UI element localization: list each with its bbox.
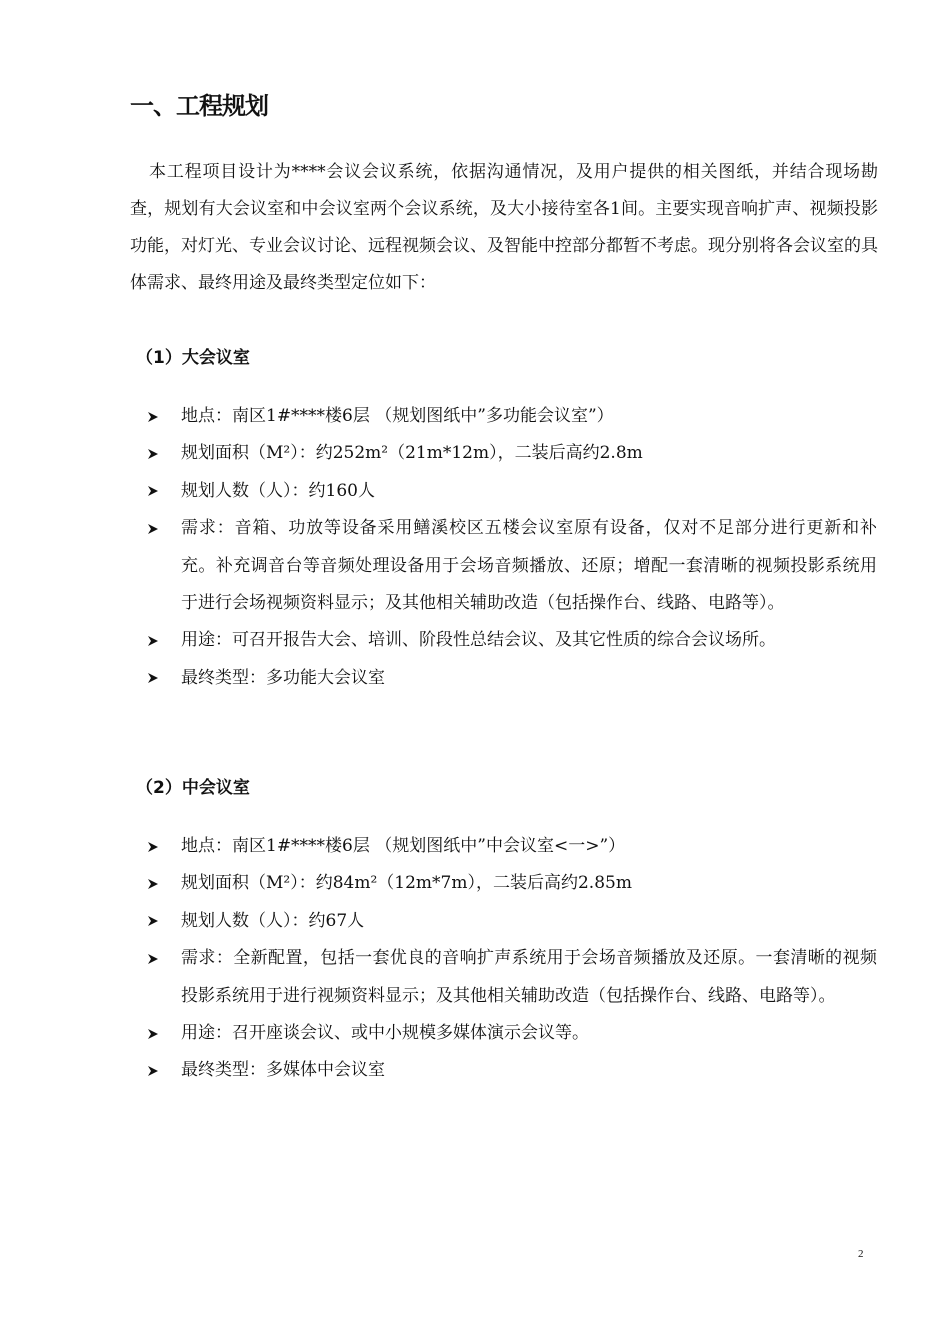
arrowhead-bullet-icon: [147, 940, 167, 977]
list-item: [147, 903, 877, 940]
list-item-text: 地点：南区1#****楼6层 （规划图纸中”中会议室<一>”）: [181, 836, 626, 856]
list-item-text: 用途：召开座谈会议、或中小规模多媒体演示会议等。: [181, 1023, 589, 1044]
list-item: [147, 473, 877, 510]
list-item-text: 最终类型：多功能大会议室: [181, 667, 385, 688]
arrowhead-bullet-icon: [147, 510, 167, 547]
list-item-text: 需求：音箱、功放等设备采用鳝溪校区五楼会议室原有设备，仅对不足部分进行更新和补充。补充调音台等音频处理设备用于会场音频播放、还原；增配一套清晰的视频投影系统用于进行会场视频资料显示；及其他相关辅助改造（包括操作台、线路、电路等）。: [181, 518, 877, 614]
arrowhead-bullet-icon: [147, 473, 167, 510]
list-item-text: 地点：南区1#****楼6层 （规划图纸中”多功能会议室”）: [181, 406, 614, 426]
page-number: 2: [858, 1248, 864, 1260]
arrowhead-bullet-icon: [147, 865, 167, 902]
arrowhead-bullet-icon: [147, 398, 167, 435]
list-item-text: 最终类型：多媒体中会议室: [181, 1060, 385, 1081]
list-item: [147, 398, 877, 435]
list-item: [147, 1052, 877, 1089]
list-item-text: 规划人数（人）：约160人: [181, 480, 375, 501]
list-item: [147, 435, 877, 472]
subsection-title-large-room: （1）大会议室: [136, 348, 250, 368]
arrowhead-bullet-icon: [147, 903, 167, 940]
list-item: [147, 828, 877, 865]
subsection-title-medium-room: （2）中会议室: [136, 778, 250, 798]
arrowhead-bullet-icon: [147, 622, 167, 659]
list-item-text: 规划人数（人）：约67人: [181, 910, 365, 931]
list-item: [147, 940, 877, 1015]
large-room-list: [147, 398, 877, 697]
list-item: [147, 622, 877, 659]
arrowhead-bullet-icon: [147, 828, 167, 865]
list-item: [147, 865, 877, 902]
section-heading: 一、工程规划: [130, 92, 268, 120]
intro-paragraph: 本工程项目设计为****会议会议系统，依据沟通情况，及用户提供的相关图纸，并结合现场勘查，规划有大会议室和中会议室两个会议系统，及大小接待室各1间。主要实现音响扩声、视频投影功能，对灯光、专业会议讨论、远程视频会议、及智能中控部分都暂不考虑。现分别将各会议室的具体需求、最终用途及最终类型定位如下：: [130, 162, 878, 293]
list-item-text: 规划面积（M²）：约84m²（12m*7m），二装后高约2.85m: [181, 873, 632, 894]
list-item: [147, 660, 877, 697]
medium-room-list: [147, 828, 877, 1090]
list-item-text: 规划面积（M²）：约252m²（21m*12m），二装后高约2.8m: [181, 443, 643, 464]
arrowhead-bullet-icon: [147, 1015, 167, 1052]
arrowhead-bullet-icon: [147, 660, 167, 697]
list-item: [147, 510, 877, 622]
arrowhead-bullet-icon: [147, 1052, 167, 1089]
list-item-text: 需求：全新配置，包括一套优良的音响扩声系统用于会场音频播放及还原。一套清晰的视频投影系统用于进行视频资料显示；及其他相关辅助改造（包括操作台、线路、电路等）。: [181, 948, 877, 1006]
list-item-text: 用途：可召开报告大会、培训、阶段性总结会议、及其它性质的综合会议场所。: [181, 630, 776, 651]
list-item: [147, 1015, 877, 1052]
arrowhead-bullet-icon: [147, 435, 167, 472]
